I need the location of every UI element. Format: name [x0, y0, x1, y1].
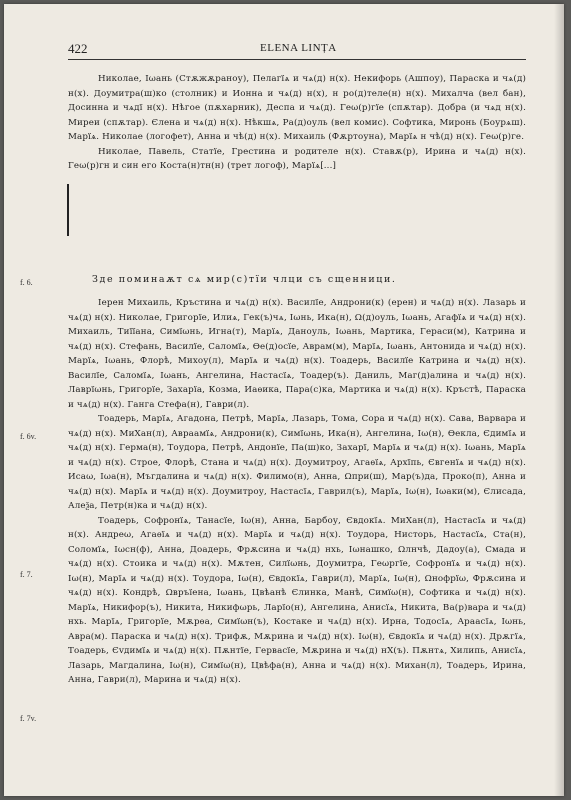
running-title: ELENA LINȚA: [260, 42, 337, 54]
text-block-2: [68, 296, 526, 688]
folio-note: f. 7.: [20, 570, 33, 579]
paragraph: Iерен Михаиль, Кръстина и чѧ(д) н(х). Василїе, Андрони(к) (ерен) и чѧ(д) н(х). Лазарь и чѧ(д) н(х). Николае, Григорїе, Илиѧ, Гек(ъ)чѧ, Iωнь, Ика(н), Ω(д)оуль, Iωань, Агафїѧ и чѧ(д) н(х). Михаиль, Тиїїана, Симїωнь, Игна(т), Марїѧ, Даноуль, Iωань, Мартика, Гераси(м), Катрина и чѧ(д) н(х). Стефань, Василїе, Саломїѧ, Ѳе(д)осїе, Аврам(м), Марїѧ, Iωань, Антонида и чѧ(д) н(х). Марїѧ, Iωань, Флорѣ, Михоу(л), Марїѧ и чѧ(д) н(х). Тоадерь, Василїе Катрина и чѧ(д) н(х). Василїе, Саломїѧ, Iωань, Ангелина, Настасїѧ, Тоадер(ъ). Даниль, Маг(д)алина и чѧ(д) н(х). Лаврїωнь, Григорїе, Захарїа, Козма, Иаѳика, Пара(с)ка, Мартика и чѧ(д) н(х). Кръстѣ, Параска и чѧ(д) н(х). Ганга Стефа(н), Гаври(л).: [68, 298, 526, 410]
page-number: 422: [68, 41, 88, 56]
paragraph: Тоадерь, Софронїѧ, Танасїе, Iω(н), Анна, Барбоу, Євдокїѧ. МиХан(л), Настасїѧ и чѧ(д) н(х). Андреω, Агаѳїѧ и чѧ(д) н(х). Марїѧ и чѧ(д) н(х). Тоудора, Нисторь, Настасїѧ, Ста(н), Соломїѧ, Iωсн(ф), Анна, Доадерь, Фрѫсина и чѧ(д) нхь, Iωнашко, Ωлнчѣ, Дадоу(а), Смада и чѧ(д) н(х). Стоика и чѧ(д) н(х). Мѫтен, Силїωнь, Доумитра, Геωргїе, Софронїѧ и чѧ(д) н(х). Iω(н), Марїѧ и чѧ(д) н(х). Тоудора, Iω(н), Євдокїѧ, Гаври(л), Марїѧ, Iω(н), Ωнофрїω, Фрѫсина и чѧ(д) н(х). Кондрѣ, Ωвръїена, Iωань, Цвѣанѣ Єлинка, Манѣ, Симїω(н), Софтика и чѧ(д) н(х). Марїѧ, Никифор(ъ), Никита, Никифωрь, Ларїо(н), Ангелина, Анисїѧ, Никита, Ва(р)вара и чѧ(д) нхь. Марїѧ, Григорїе, Мѫрѳа, Симїωн(ъ), Костаке и чѧ(д) н(х). Ирна, Тодосїѧ, Араасїѧ, Iωнь, Авра(м). Параска и чѧ(д) н(х). Трифѫ, Мѫрина и чѧ(д) н(х). Iω(н), Євдокїѧ и чѧ(д) н(х). Дрѫгїѧ, Тоадерь, Єvдимїѧ и чѧ(д) н(х). Пѫнтїе, Гервасїе, Мѫрина и чѧ(д) нХ(ъ). Пѫнтѧ, Хилипь, Анисїѧ, Лазарь, Магдалина, Iω(н), Симїω(н), Цвѣфа(н), Анна и чѧ(д) н(х). Михан(л), Тоадерь, Ирина, Анна, Гаври(л), Марина и чѧ(д) н(х).: [68, 515, 526, 685]
paragraph: Николае, Павель, Статїе, Грестина и родителе н(х). Ставѫ(р), Ирина и чѧ(д) н(х). Геω(р)гн и син его Коста(н)тн(н) (трет логоф), Марїѧ[...]: [68, 146, 526, 171]
paragraph: Николае, Iωань (Стѫжѫраноу), Пелагїѧ и чѧ(д) н(х). Некифорь (Ашпоу), Параска и чѧ(д) н(х). Доумитра(ш)ко (столник) и Ионна и чѧ(д) н(х), н ро(д)теле(н) н(х). Михалча (вел бан), Досинна и чѧдї н(х). Нѣгое (пѫхарник), Деспа и чѧ(д). Геω(р)гїе (спѫтар). Добра (и чѧд н(х). Миреи (спѫтар). Єлена и чѧ(д) н(х). Нѣкшѧ, Ра(д)оуль (вел комис). Софтика, Миронь (Боурѧш). Марїѧ. Николае (логофет), Анна и чѣ(д) н(х). Михаиль (Фѫртоуна), Марїѧ н чѣ(д) н(х). Геω(р)ге.: [68, 74, 526, 142]
book-page: [4, 4, 564, 796]
section-heading: Зде поминаѫт сѧ мир(с)тїи члци съ сщенници.: [92, 274, 397, 285]
paragraph: Тоадерь, Марїѧ, Агадона, Петрѣ, Марїѧ, Лазарь, Тома, Сора и чѧ(д) н(х). Сава, Варвара и чѧ(д) н(х). МиХан(л), Авраамїѧ, Андрони(к), Симїωнь, Ика(н), Ангелина, Iω(н), Ѳекла, Єдимїѧ и чѧ(д) н(х). Герма(н), Тоудора, Петрѣ, Андонїе, Па(ш)ко, Захарї, Марїѧ и чѧ(д) н(х). Iωань, Марїѧ и чѧ(д) н(х). Строе, Флорѣ, Стана и чѧ(д) н(х). Доумитроу, Агаѳїѧ, Архїпь, Євгенїѧ и чѧ(д) н(х). Исаω, Iωа(н), Мъгдалина и чѧ(д) н(х). Филимо(н), Анна, Ωпри(ш), Мар(ъ)да, Проко(п), Анна и чѧ(д) н(х). Марїѧ и чѧ(д) н(х). Доумитроу, Настасїѧ, Гаврил(ъ), Марїѧ, Iω(н), Iωаки(м), Єлисада, Алеѯа, Петр(н)ка и чѧ(д) н(х).: [68, 414, 526, 511]
folio-note: f. 6v.: [20, 432, 37, 441]
margin-bracket: [67, 184, 69, 236]
text-block-1: [68, 72, 526, 174]
folio-note: f. 6.: [20, 278, 33, 287]
folio-note: f. 7v.: [20, 714, 37, 723]
header-rule: [68, 59, 526, 60]
